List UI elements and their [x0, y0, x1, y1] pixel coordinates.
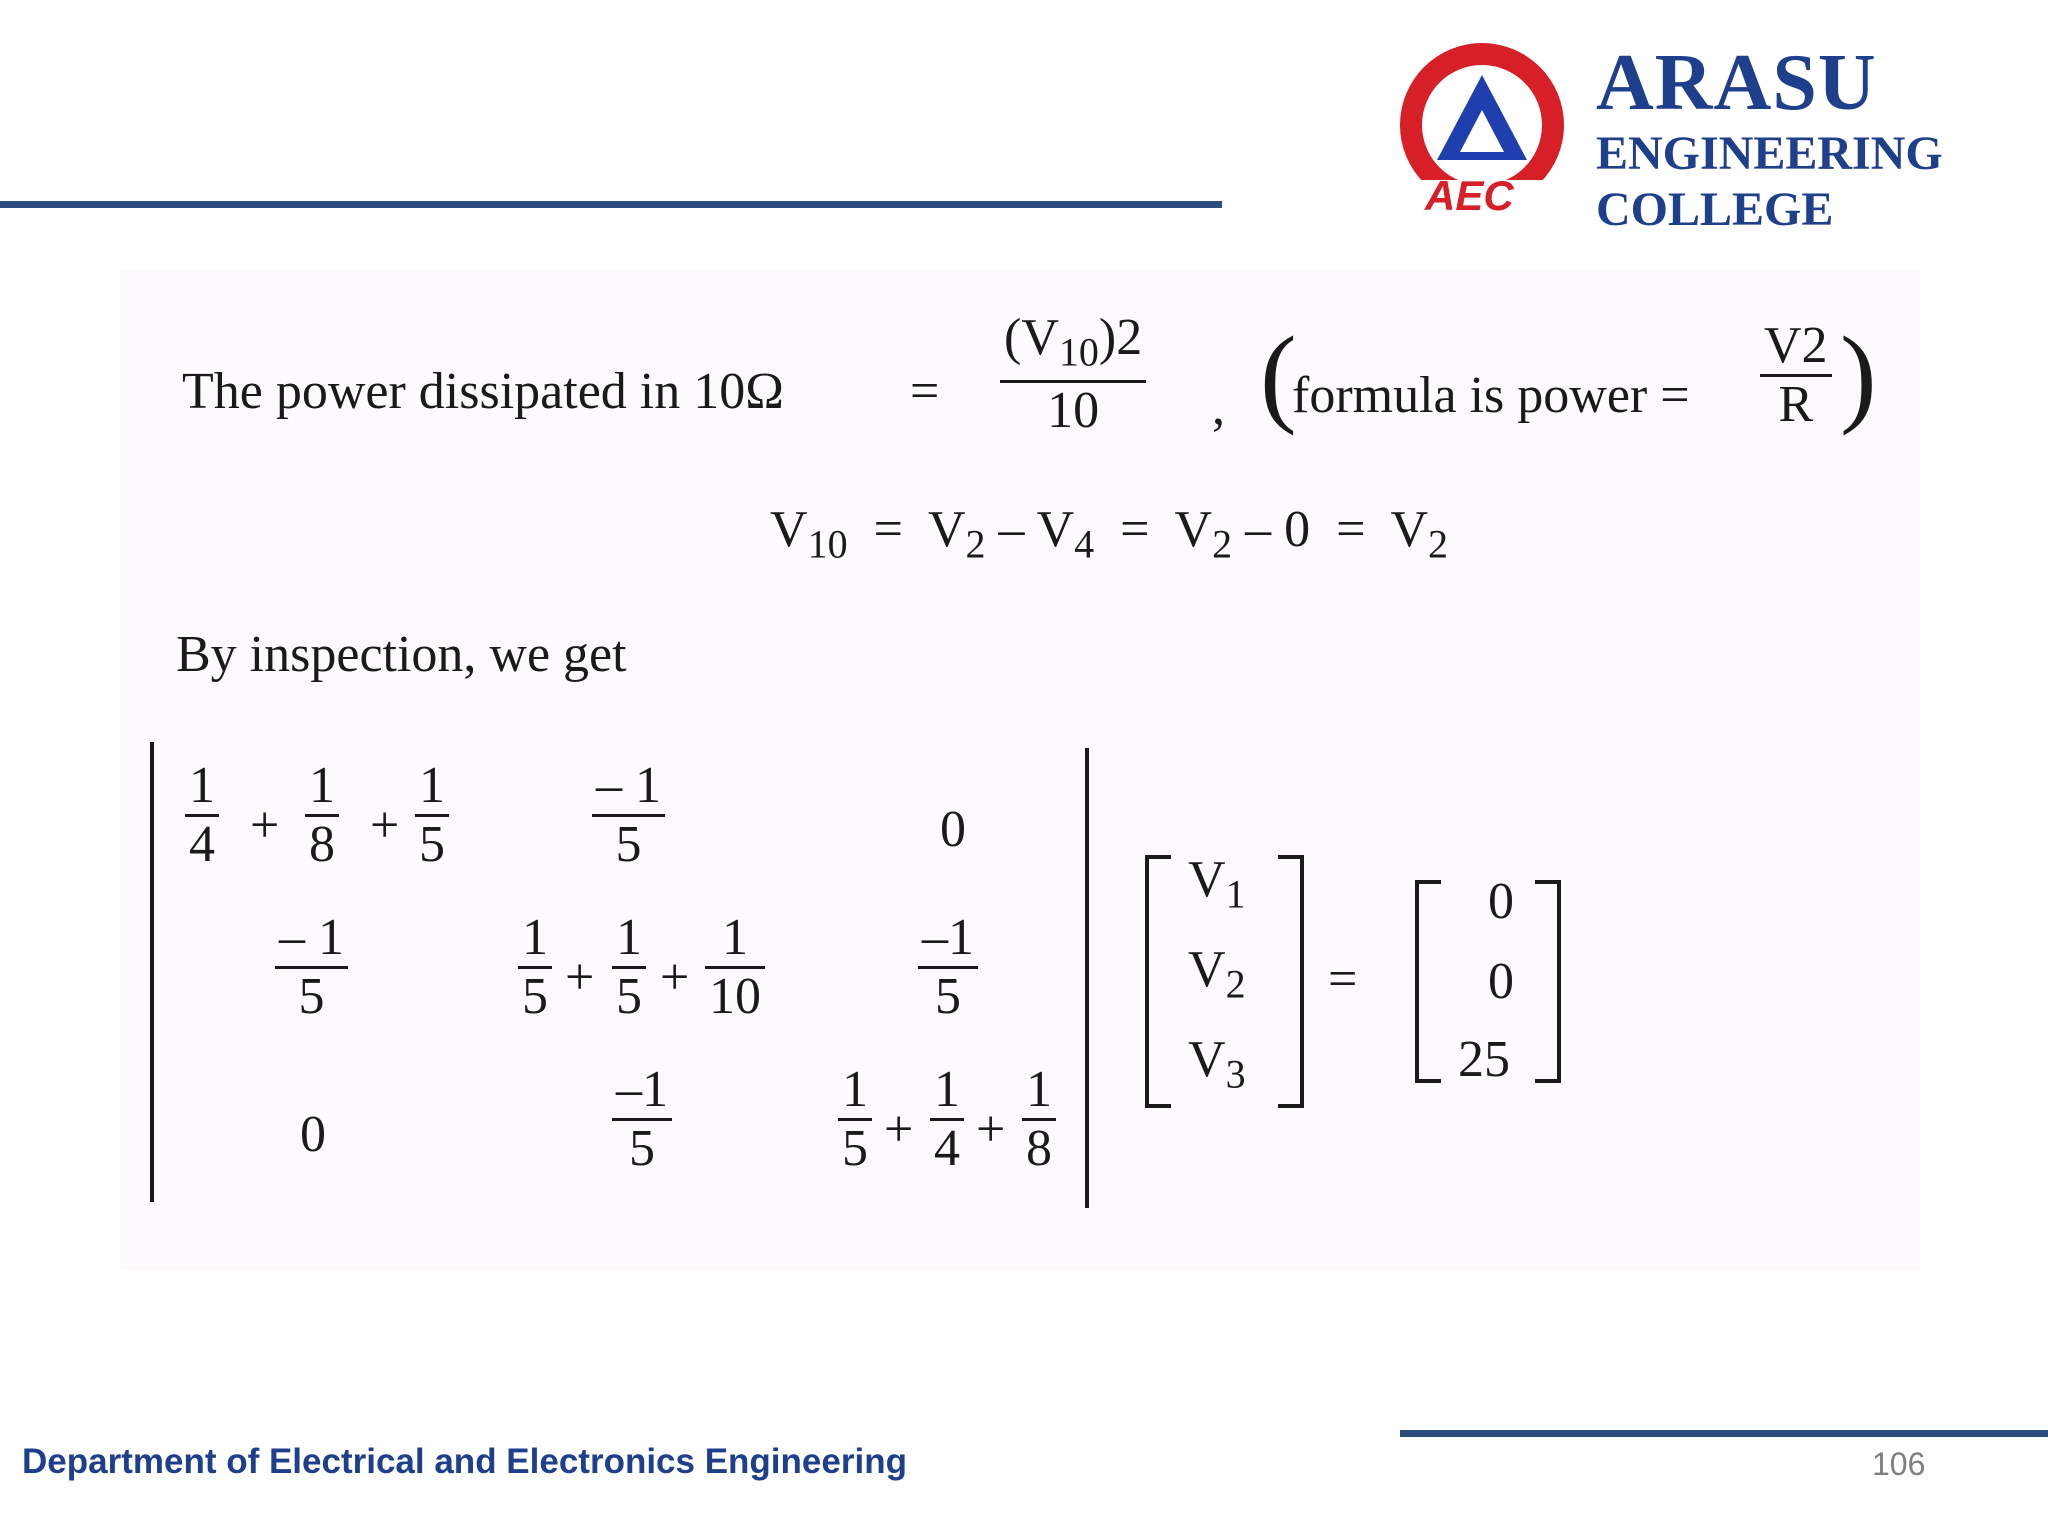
brand-block [1596, 40, 1943, 238]
brand-main: ARASU [1596, 39, 1877, 127]
r1c1-frac1: 1 4 [185, 758, 219, 873]
v10-equation: $V_{10} = V_2 - V_4 = V_2 - 0 = V_2$ [770, 501, 1449, 567]
vector-rhs-right-bracket [1535, 880, 1561, 1083]
r1c2-frac: – 1 5 [592, 758, 665, 873]
r2c2-frac1: 1 5 [518, 910, 552, 1025]
matrix-left-bar [150, 742, 154, 1202]
plus-sign: + [565, 949, 595, 1006]
vector-rhs-3: 25 [1458, 1031, 1510, 1088]
formula-fraction [1760, 318, 1832, 433]
footer-department: Department of Electrical and Electronics Engineering [22, 1442, 907, 1481]
plus-sign: + [250, 797, 280, 854]
logo-abbrev: AEC [1425, 172, 1514, 219]
vector-v-left-bracket [1145, 855, 1171, 1108]
page-number: 106 [1872, 1446, 1926, 1482]
r2c2-frac2: 1 5 [612, 910, 646, 1025]
vector-v2: $V_2$ [1188, 941, 1246, 1007]
r2c3-frac: –1 5 [918, 910, 978, 1025]
r1c3-value: 0 [940, 801, 966, 858]
formula-numerator: V2 [1764, 317, 1828, 374]
brand-line2: ENGINEERING [1596, 127, 1943, 180]
equals-sign: = [910, 363, 940, 420]
formula-denominator: R [1778, 376, 1814, 433]
plus-sign: + [660, 949, 690, 1006]
r2c1-frac: – 1 5 [275, 910, 348, 1025]
left-paren: ( [1260, 314, 1297, 436]
r1c1-frac3: 1 5 [415, 758, 449, 873]
formula-text: formula is power = [1292, 367, 1690, 424]
vector-rhs-1: 0 [1488, 873, 1514, 930]
plus-sign: + [976, 1101, 1006, 1158]
plus-sign: + [884, 1101, 914, 1158]
plus-sign: + [370, 797, 400, 854]
r2c2-frac3: 1 10 [705, 910, 765, 1025]
power-fraction-numerator: $(V_{10})2$ [1004, 309, 1143, 375]
power-fraction [1000, 310, 1146, 439]
power-lhs-text: The power dissipated in 10Ω [182, 363, 784, 420]
footer-rule [1400, 1430, 2048, 1437]
r3c2-frac: –1 5 [612, 1062, 672, 1177]
right-paren: ) [1840, 314, 1877, 436]
vector-v1: $V_1$ [1188, 851, 1246, 917]
r3c3-frac1: 1 5 [838, 1062, 872, 1177]
matrix-right-bar [1085, 748, 1089, 1208]
r3c1-value: 0 [300, 1106, 326, 1163]
power-fraction-denominator: 10 [1047, 382, 1100, 440]
r3c3-frac2: 1 4 [930, 1062, 964, 1177]
r3c3-frac3: 1 8 [1022, 1062, 1056, 1177]
comma: , [1212, 379, 1225, 436]
vector-rhs-2: 0 [1488, 953, 1514, 1010]
vector-rhs-left-bracket [1415, 880, 1441, 1083]
vector-equals: = [1328, 951, 1358, 1008]
brand-line3: COLLEGE [1596, 183, 1834, 236]
inspection-text: By inspection, we get [176, 626, 627, 683]
r1c1-frac2: 1 8 [305, 758, 339, 873]
vector-v3: $V_3$ [1188, 1031, 1246, 1097]
header-rule [0, 201, 1222, 208]
vector-v-right-bracket [1278, 855, 1304, 1108]
